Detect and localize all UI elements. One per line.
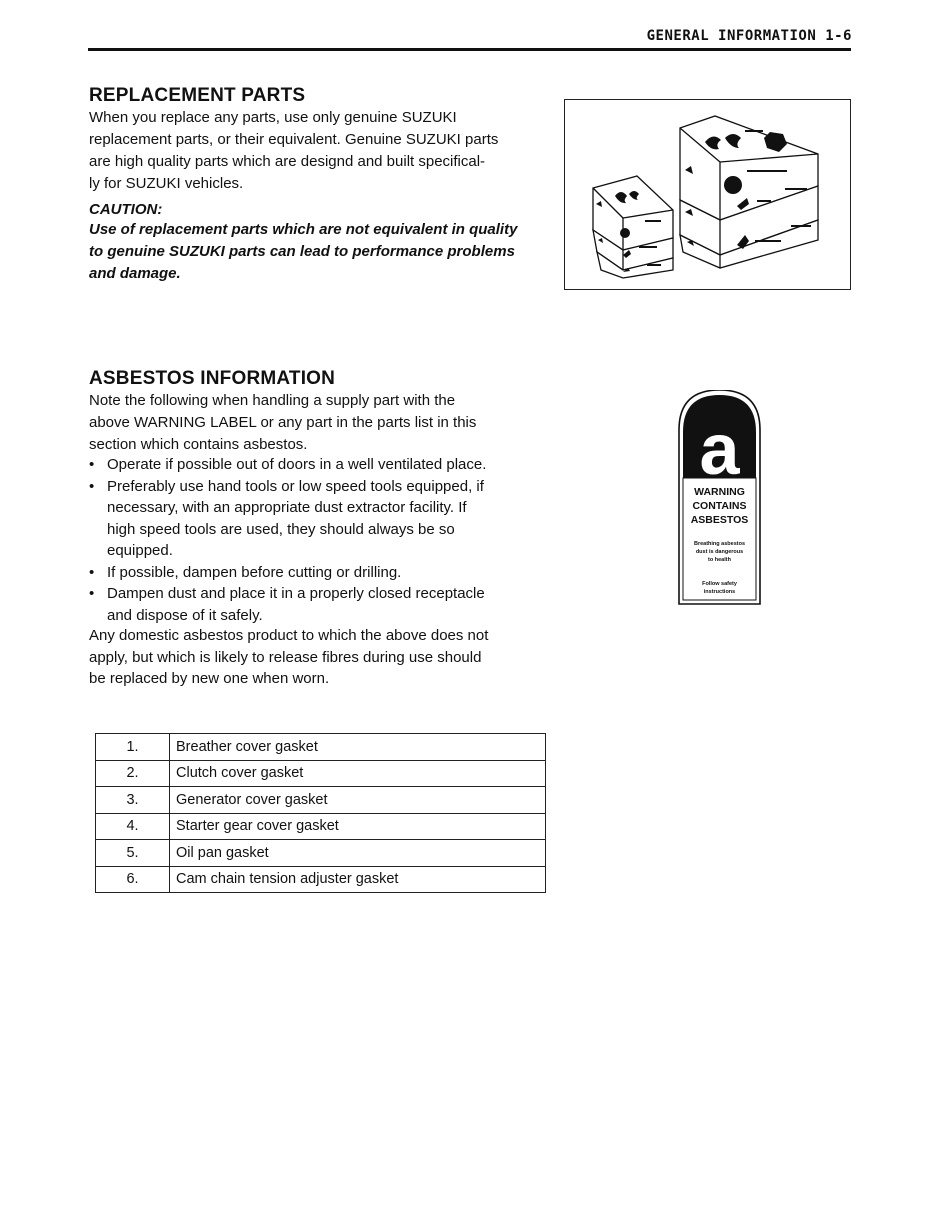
- text-line: • Preferably use hand tools or low speed tools equipped, if: [107, 477, 484, 495]
- label-small-text: to health: [708, 557, 731, 563]
- part-name-cell: Breather cover gasket: [170, 734, 546, 761]
- part-number-cell: 2.: [96, 760, 170, 787]
- list-item: [89, 454, 559, 476]
- asbestos-parts-table: [95, 733, 546, 893]
- text-line: • Operate if possible out of doors in a well ventilated place.: [107, 456, 487, 473]
- text-line: apply, but which is likely to release fibres during use should: [89, 648, 482, 666]
- label-asbestos-text: ASBESTOS: [690, 514, 749, 526]
- part-name-cell: Oil pan gasket: [170, 840, 546, 867]
- text-line: Any domestic asbestos product to which the above does not: [89, 627, 489, 644]
- part-name-cell: Generator cover gasket: [170, 787, 546, 814]
- asbestos-intro-text: [89, 390, 559, 456]
- text-line: are high quality parts which are designd and built specifical-: [89, 153, 486, 170]
- text-line: and dispose of it safely.: [107, 606, 263, 624]
- label-small-text: instructions: [703, 589, 736, 595]
- text-line: Note the following when handling a supply part with the: [89, 392, 456, 409]
- text-line: replacement parts, or their equivalent. Genuine SUZUKI parts: [89, 131, 499, 148]
- asbestos-warning-label: [677, 390, 762, 606]
- text-line: section which contains asbestos.: [89, 436, 308, 453]
- caution-title: CAUTION:: [89, 201, 163, 218]
- part-number-cell: 6.: [96, 866, 170, 893]
- replacement-parts-text: [89, 107, 559, 195]
- table-row: [96, 866, 546, 893]
- text-line: above WARNING LABEL or any part in the parts list in this: [89, 414, 477, 431]
- table-row: [96, 760, 546, 787]
- parts-boxes-image: [565, 100, 850, 289]
- caution-text: [89, 219, 559, 285]
- text-line: • Dampen dust and place it in a properly closed receptacle: [107, 585, 485, 602]
- text-line: Use of replacement parts which are not equivalent in quality: [89, 221, 518, 238]
- part-number-cell: 5.: [96, 840, 170, 867]
- label-small-text: Follow safety: [702, 581, 737, 587]
- label-letter: a: [699, 410, 740, 490]
- text-line: and damage.: [89, 265, 181, 282]
- asbestos-information-heading: ASBESTOS INFORMATION: [89, 368, 336, 389]
- text-line: When you replace any parts, use only genuine SUZUKI: [89, 109, 457, 126]
- part-name-cell: Clutch cover gasket: [170, 760, 546, 787]
- replacement-parts-heading: REPLACEMENT PARTS: [89, 85, 306, 106]
- table-row: [96, 813, 546, 840]
- warning-label-graphic: [677, 390, 762, 606]
- header-rule: [88, 48, 851, 51]
- text-line: equipped.: [107, 542, 173, 559]
- part-number-cell: 3.: [96, 787, 170, 814]
- text-line: high speed tools are used, they should always be so: [107, 520, 455, 538]
- part-number-cell: 4.: [96, 813, 170, 840]
- asbestos-precautions-list: [89, 454, 559, 626]
- part-name-cell: Cam chain tension adjuster gasket: [170, 866, 546, 893]
- part-number-cell: 1.: [96, 734, 170, 761]
- label-small-text: Breathing asbestos: [693, 541, 746, 547]
- text-line: ly for SUZUKI vehicles.: [89, 175, 244, 192]
- list-item: [89, 476, 559, 562]
- part-name-cell: Starter gear cover gasket: [170, 813, 546, 840]
- list-item: [89, 583, 559, 626]
- table-row: [96, 840, 546, 867]
- table-row: [96, 787, 546, 814]
- label-warning-text: WARNING: [694, 486, 745, 498]
- text-line: • If possible, dampen before cutting or drilling.: [107, 563, 402, 581]
- text-line: be replaced by new one when worn.: [89, 670, 330, 687]
- label-contains-text: CONTAINS: [692, 500, 747, 512]
- genuine-parts-boxes-illustration: [564, 99, 851, 290]
- text-line: necessary, with an appropriate dust extractor facility. If: [107, 499, 467, 516]
- page-header-title: GENERAL INFORMATION 1-6: [646, 28, 852, 44]
- list-item: [89, 562, 559, 584]
- asbestos-outro-text: [89, 625, 559, 690]
- text-line: to genuine SUZUKI parts can lead to performance problems: [89, 243, 515, 260]
- table-row: [96, 734, 546, 761]
- label-small-text: dust is dangerous: [695, 549, 744, 555]
